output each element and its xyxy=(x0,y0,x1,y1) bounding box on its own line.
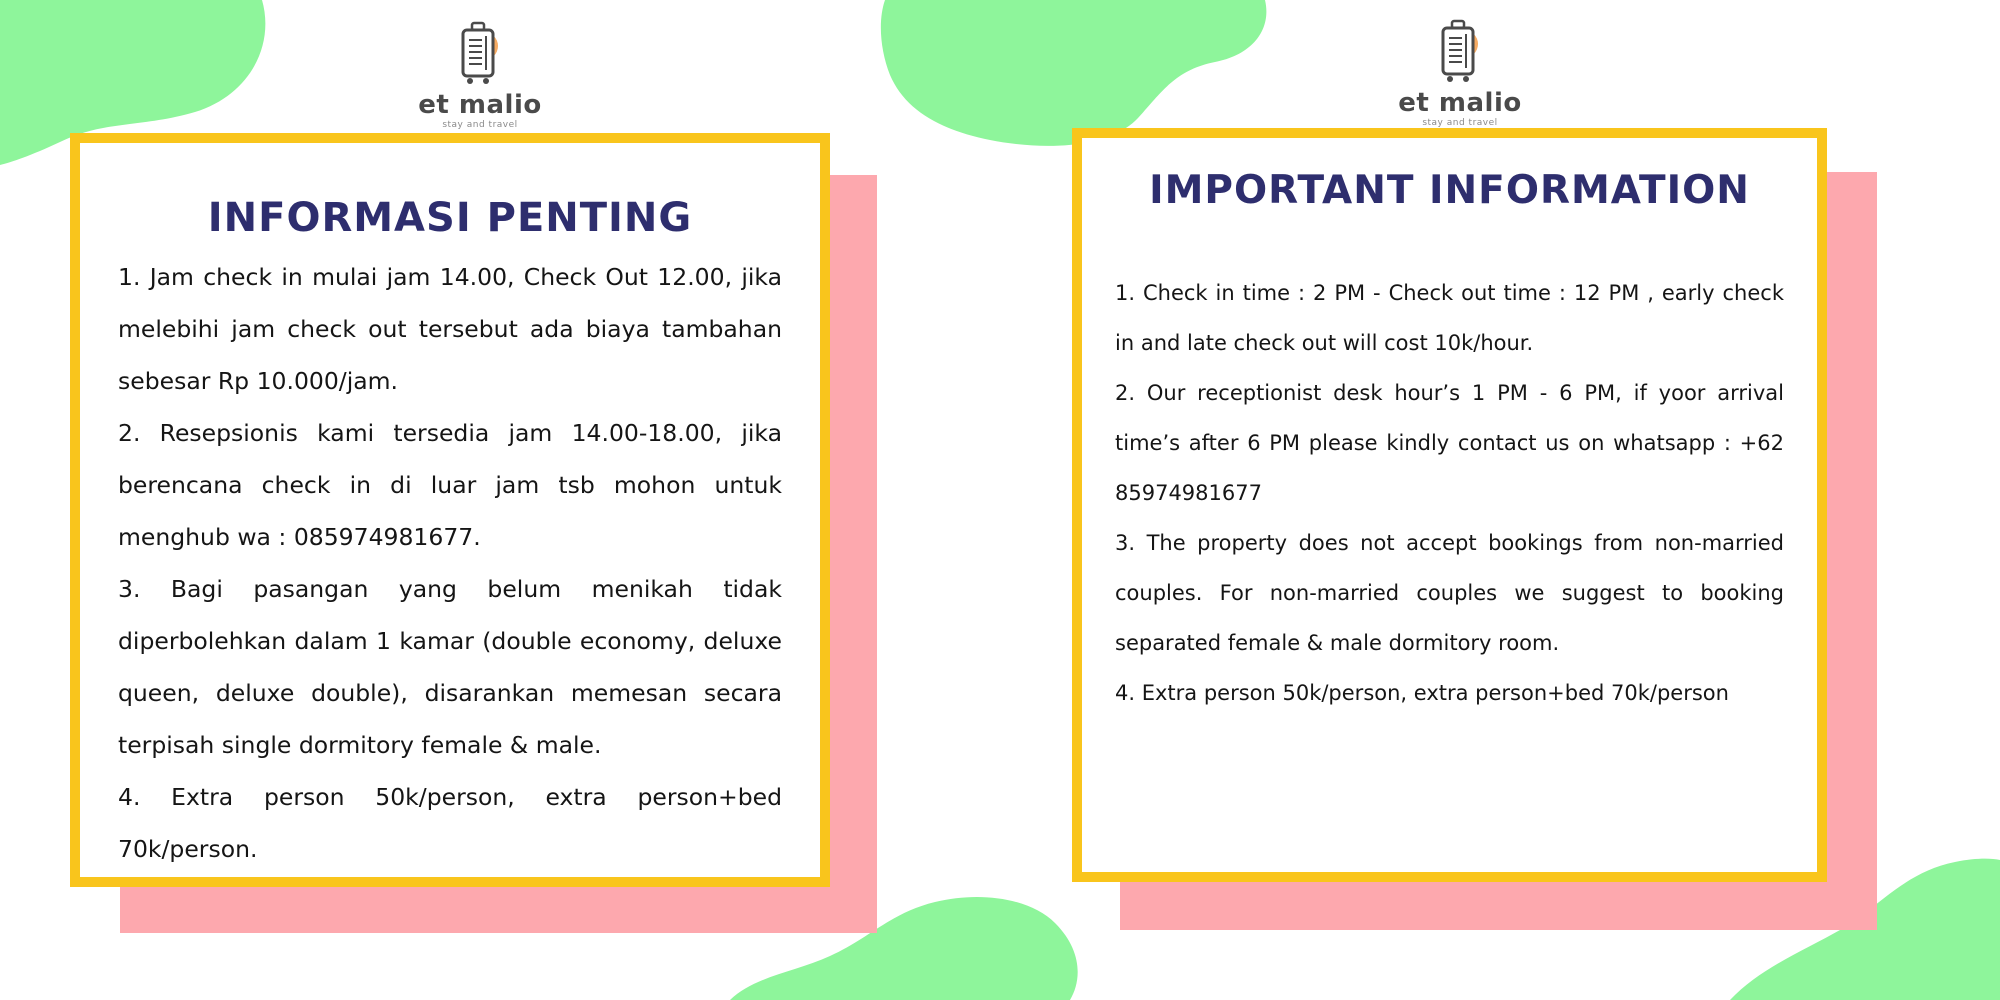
info-card xyxy=(70,133,830,887)
card-body xyxy=(118,251,782,875)
card-title: IMPORTANT INFORMATION xyxy=(1149,168,1750,213)
info-item: 3. The property does not accept bookings from non-married couples. For non-married couples we suggest to booking separated female & male dormitory room. xyxy=(1115,531,1784,655)
info-item: 2. Our receptionist desk hour’s 1 PM - 6 PM, if yoor arrival time’s after 6 PM please kindly contact us on whatsapp : +62 85974981677 xyxy=(1115,381,1784,505)
brand-logo xyxy=(1385,18,1535,128)
brand-name: et malio xyxy=(1398,88,1522,118)
luggage-logo-icon xyxy=(448,20,512,90)
info-item: 4. Extra person 50k/person, extra person+bed 70k/person xyxy=(1115,681,1729,705)
brand-logo xyxy=(405,20,555,130)
card-body xyxy=(1115,268,1784,718)
info-item: 2. Resepsionis kami tersedia jam 14.00-18.00, jika berencana check in di luar jam tsb mohon untuk menghub wa : 085974981677. xyxy=(118,419,782,551)
info-item: 3. Bagi pasangan yang belum menikah tidak diperbolehkan dalam 1 kamar (double economy, deluxe queen, deluxe double), disarankan memesan secara terpisah single dormitory female & male. xyxy=(118,575,782,759)
info-card xyxy=(1072,128,1827,882)
info-item: 1. Check in time : 2 PM - Check out time : 12 PM , early check in and late check out will cost 10k/hour. xyxy=(1115,281,1784,355)
brand-tagline: stay and travel xyxy=(442,120,518,130)
luggage-logo-icon xyxy=(1428,18,1492,88)
card-title: INFORMASI PENTING xyxy=(207,195,693,241)
info-panel-english xyxy=(1000,0,2000,1000)
brand-tagline: stay and travel xyxy=(1422,118,1498,128)
info-item: 4. Extra person 50k/person, extra person+bed 70k/person. xyxy=(118,783,782,863)
info-item: 1. Jam check in mulai jam 14.00, Check Out 12.00, jika melebihi jam check out tersebut ada biaya tambahan sebesar Rp 10.000/jam. xyxy=(118,263,782,395)
brand-name: et malio xyxy=(418,90,542,120)
